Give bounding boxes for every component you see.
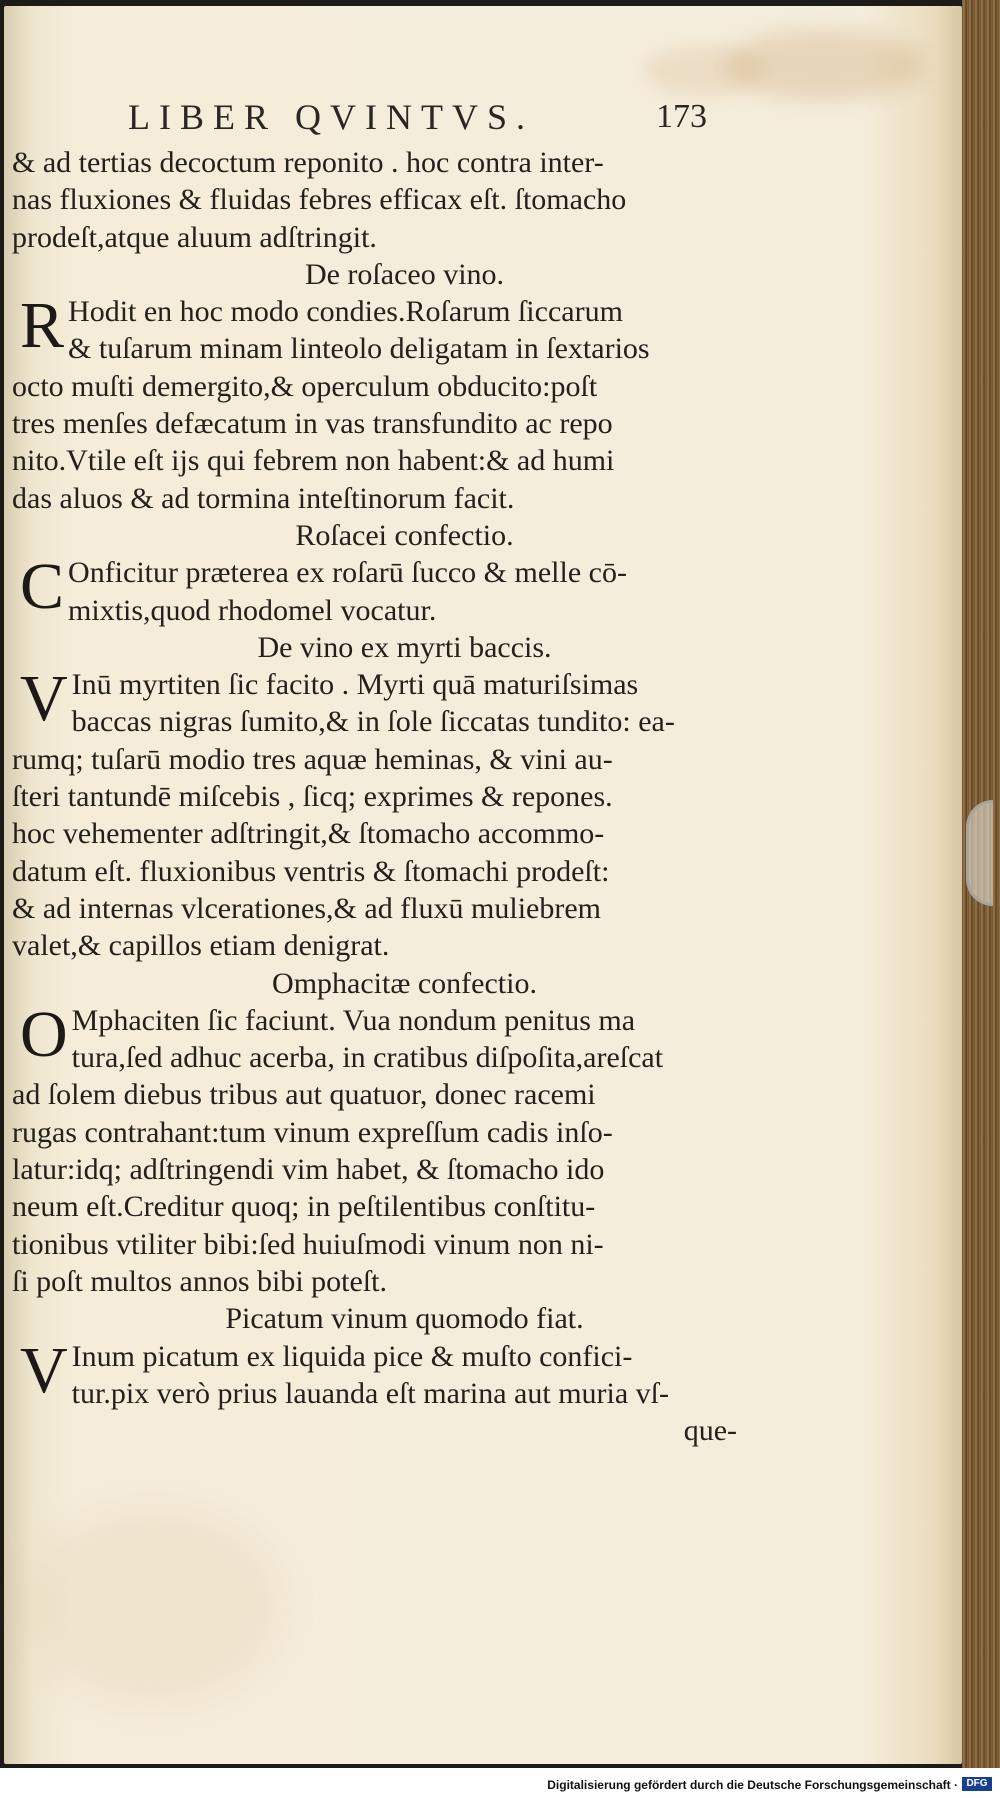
- text-line: datum eſt. fluxionibus ventris & ſtomachi prodeſt:: [12, 854, 610, 888]
- text-line: tur.pix verò prius lauanda eſt marina aut muria vſ-: [71, 1376, 669, 1410]
- text-line: hoc vehementer adſtringit,& ſtomacho accommo-: [12, 817, 605, 851]
- text-line: tres menſes defæcatum in vas transfundito ac repo: [12, 407, 613, 441]
- text-line: rumq; tuſarū modio tres aquæ heminas, & vini au-: [12, 742, 613, 776]
- initial-letter: R: [20, 293, 65, 363]
- text-line: latur:idq; adſtringendi vim habet, & ſtomacho ido: [12, 1153, 605, 1187]
- text-line: Mphaciten ſic faciunt. Vua nondum penitus ma: [71, 1003, 636, 1037]
- text-line: Inum picatum ex liquida pice & muſto confici-: [71, 1339, 633, 1373]
- text-line: ad ſolem diebus tribus aut quatuor, donec racemi: [12, 1078, 596, 1112]
- section-heading: Roſacei confectio.: [295, 518, 514, 552]
- paragraph: [12, 293, 737, 517]
- funding-credit: Digitalisierung gefördert durch die Deutsche Forschungsgemeinschaft ·: [547, 1778, 958, 1792]
- text-line: ſteri tantundē miſcebis , ſicq; exprimes & repones.: [12, 780, 613, 814]
- text-line: & ad tertias decoctum reponito . hoc contra inter-: [12, 146, 604, 179]
- running-head: LIBER QVINTVS.: [128, 97, 534, 137]
- section-heading: De roſaceo vino.: [304, 257, 505, 291]
- catchword: que-: [683, 1414, 737, 1448]
- text-block: [12, 144, 737, 1449]
- text-line: Hodit en hoc modo condies.Roſarum ſiccarum: [68, 295, 623, 329]
- paragraph: [12, 1338, 737, 1413]
- page-stain: [644, 46, 764, 96]
- text-line: nas fluxiones & fluidas febres efficax eſt. ſtomacho: [12, 183, 627, 217]
- initial-letter: V: [20, 1337, 68, 1407]
- text-line: & ad internas vlcerationes,& ad fluxū muliebrem: [12, 891, 601, 925]
- page-stain: [724, 30, 924, 100]
- section-heading: Picatum vinum quomodo fiat.: [225, 1302, 584, 1336]
- page-stain: [24, 1506, 284, 1706]
- text-line: tionibus vtiliter bibi:ſed huiuſmodi vinum non ni-: [12, 1227, 604, 1261]
- text-line: & tuſarum minam linteolo deligatam in ſextarios: [68, 332, 650, 366]
- text-line: rugas contrahant:tum vinum expreſſum cadis inſo-: [12, 1115, 613, 1149]
- text-line: das aluos & ad tormina inteſtinorum facit.: [12, 481, 515, 515]
- paragraph: [12, 1002, 737, 1300]
- text-line: prodeſt,atque aluum adſtringit.: [12, 220, 377, 254]
- initial-letter: V: [20, 666, 68, 736]
- dfg-logo: DFG: [962, 1777, 992, 1791]
- text-line: valet,& capillos etiam denigrat.: [12, 929, 390, 963]
- text-line: baccas nigras ſumito,& in ſole ſiccatas tundito: ea-: [71, 705, 675, 739]
- text-line: neum eſt.Creditur quoq; in peſtilentibus conſtitu-: [12, 1190, 596, 1224]
- text-line: Inū myrtiten ſic facito . Myrti quā maturiſsimas: [71, 668, 639, 702]
- text-line: mixtis,quod rhodomel vocatur.: [68, 593, 437, 627]
- section-heading: Omphacitæ confectio.: [272, 966, 537, 1000]
- text-line: Onficitur præterea ex roſarū ſucco & melle cō-: [68, 556, 627, 590]
- section-heading: De vino ex myrti baccis.: [257, 630, 552, 664]
- paragraph: [12, 554, 737, 629]
- initial-letter: C: [20, 554, 65, 624]
- text-line: ſi poſt multos annos bibi poteſt.: [12, 1264, 387, 1298]
- initial-letter: O: [20, 1001, 68, 1071]
- text-line: tura,ſed adhuc acerba, in cratibus diſpoſita,areſcat: [71, 1041, 664, 1075]
- text-line: nito.Vtile eſt ijs qui febrem non habent:& ad humi: [12, 444, 615, 478]
- page-clip: [966, 800, 993, 906]
- page-number: 173: [656, 98, 707, 135]
- text-line: octo muſti demergito,& operculum obducito:poſt: [12, 369, 598, 403]
- paragraph: [12, 666, 737, 964]
